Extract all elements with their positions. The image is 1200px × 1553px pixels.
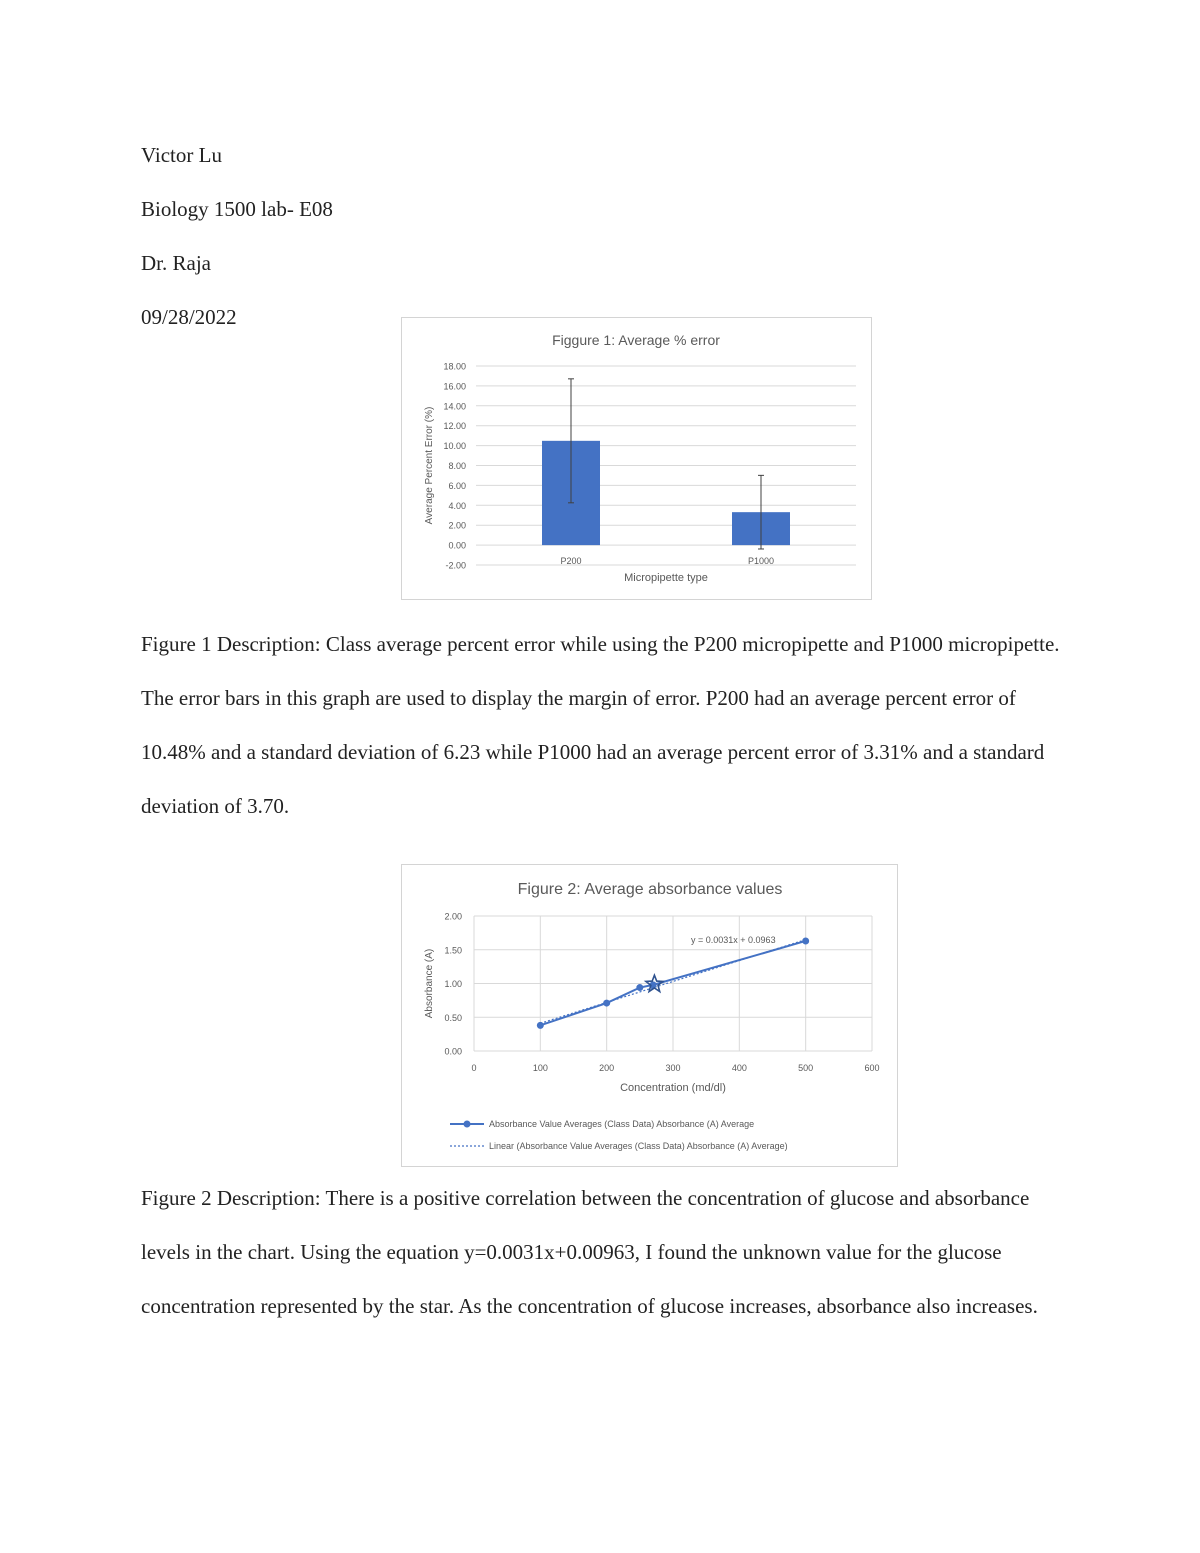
y-tick-label: 16.00 bbox=[443, 381, 466, 392]
y-tick-label: 14.00 bbox=[443, 401, 466, 412]
legend-series-label: Absorbance Value Averages (Class Data) Absorbance (A) Average bbox=[489, 1119, 755, 1129]
figure-2-svg bbox=[402, 865, 897, 1166]
figure-2-description: Figure 2 Description: There is a positive correlation between the concentration of glucose and absorbance levels in the chart. Using the equation y=0.0031x+0.00963, I found the unknown value for the glucose concentration represented by the star. As the concentration of glucose increases, absorbance also increases. bbox=[141, 1186, 1038, 1318]
x-tick-label: P1000 bbox=[747, 556, 775, 567]
x-tick-label: 200 bbox=[599, 1063, 615, 1073]
figure-2-chart bbox=[401, 864, 898, 1167]
chart-title: Figgure 1: Average % error bbox=[552, 332, 720, 348]
x-tick-label: 300 bbox=[665, 1063, 681, 1073]
instructor-name: Dr. Raja bbox=[141, 251, 211, 275]
chart-title: Figure 2: Average absorbance values bbox=[517, 881, 783, 898]
legend-trendline-label: Linear (Absorbance Value Averages (Class Data) Absorbance (A) Average) bbox=[489, 1141, 788, 1151]
x-tick-label: 400 bbox=[731, 1063, 747, 1073]
figure-1-svg bbox=[402, 318, 871, 599]
x-tick-label: 600 bbox=[864, 1063, 880, 1073]
x-tick-label: 500 bbox=[798, 1063, 814, 1073]
y-tick-label: 0.00 bbox=[448, 540, 466, 551]
y-tick-label: 0.50 bbox=[444, 1012, 462, 1023]
y-tick-label: 1.50 bbox=[444, 945, 462, 956]
course-name: Biology 1500 lab- E08 bbox=[141, 197, 333, 221]
data-point bbox=[636, 984, 643, 991]
data-point bbox=[802, 937, 809, 944]
y-tick-label: 1.00 bbox=[444, 979, 462, 989]
y-tick-label: 6.00 bbox=[448, 480, 466, 491]
y-tick-label: -2.00 bbox=[445, 560, 466, 571]
y-tick-label: 18.00 bbox=[443, 361, 466, 372]
y-tick-label: 12.00 bbox=[443, 421, 466, 432]
y-tick-label: 8.00 bbox=[448, 461, 466, 471]
figure-1-chart bbox=[401, 317, 872, 600]
legend-series-marker bbox=[464, 1121, 471, 1128]
y-tick-label: 10.00 bbox=[443, 441, 466, 452]
x-axis-label: Concentration (md/dl) bbox=[620, 1082, 726, 1094]
x-axis-label: Micropipette type bbox=[624, 572, 708, 584]
figure-1-description: Figure 1 Description: Class average percent error while using the P200 micropipette and P1000 micropipette. The error bars in this graph are used to display the margin of error. P200 had an average percent error of 10.48% and a standard deviation of 6.23 while P1000 had an average percent error of 3.31% and a standard deviation of 3.70. bbox=[141, 632, 1060, 818]
y-tick-label: 2.00 bbox=[448, 520, 466, 531]
y-tick-label: 0.00 bbox=[444, 1046, 462, 1057]
x-tick-label: 0 bbox=[471, 1063, 477, 1073]
data-point bbox=[537, 1022, 544, 1029]
x-tick-label: 100 bbox=[532, 1063, 548, 1073]
report-date: 09/28/2022 bbox=[141, 305, 237, 329]
y-tick-label: 2.00 bbox=[444, 911, 462, 922]
author-name: Victor Lu bbox=[141, 143, 222, 167]
y-tick-label: 4.00 bbox=[448, 500, 466, 511]
y-axis-label: Absorbance (A) bbox=[424, 948, 435, 1019]
trendline-equation: y = 0.0031x + 0.0963 bbox=[691, 935, 776, 945]
y-axis-label: Average Percent Error (%) bbox=[424, 406, 435, 525]
x-tick-label: P200 bbox=[560, 556, 582, 567]
data-point bbox=[603, 1000, 610, 1007]
